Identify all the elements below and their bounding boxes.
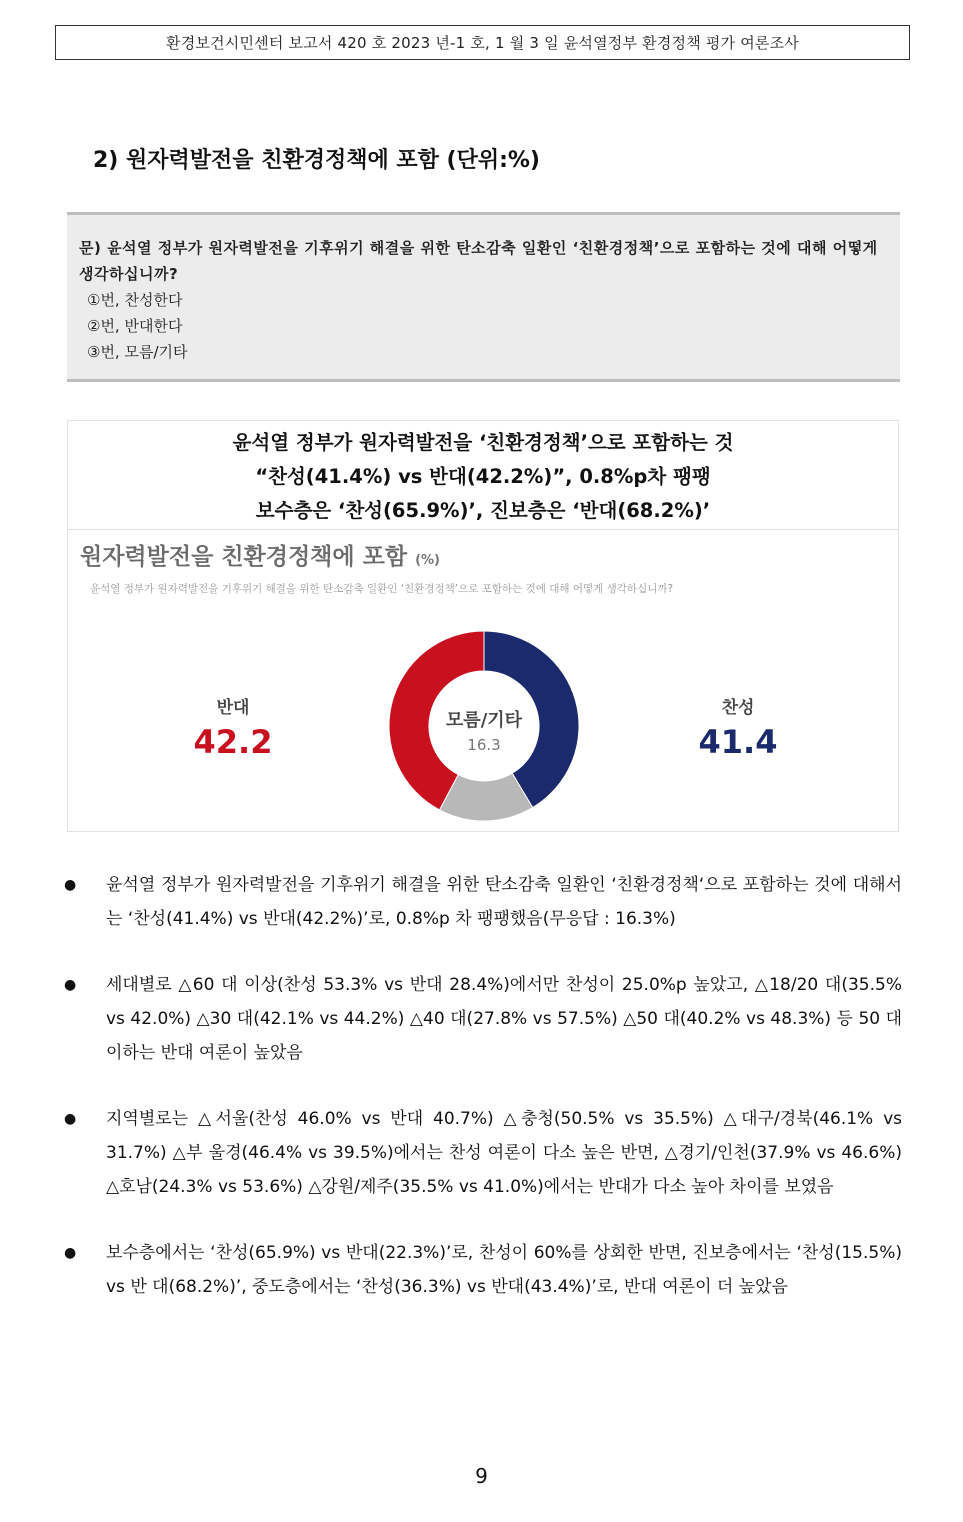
bullet-text: 세대별로 △60 대 이상(찬성 53.3% vs 반대 28.4%)에서만 찬성이 25.0%p 높았고, △18/20 대(35.5% vs 42.0%) △30 대(42.1% vs 44.2%) △40 대(27.8% vs 57.5%) △50 대(40.2% vs 48.3%) 등 50 대 이하는 반대 여론이 높았음 [106,975,902,1063]
bullet-dot: ● [64,877,77,893]
question-box [67,212,900,382]
figure-headline [68,421,898,528]
bullet-dot: ● [64,1245,77,1261]
question-text: 문) 윤석열 정부가 원자력발전을 기후위기 해결을 위한 탄소감축 일환인 ‘친환경정책’으로 포함하는 것에 대해 어떻게 생각하십니까? [79,239,878,283]
headline-line-1: 윤석열 정부가 원자력발전을 ‘친환경정책’으로 포함하는 것 [232,431,734,454]
support-value: 41.4 [698,723,778,761]
page-number: 9 [475,1464,488,1488]
bullet-list [60,868,902,1336]
section-title: 2) 원자력발전을 친환경정책에 포함 (단위:%) [93,148,540,173]
option-1: ①번, 찬성한다 [87,291,183,309]
bullet-item [60,868,902,936]
headline-line-3: 보수층은 ‘찬성(65.9%)’, 진보층은 ‘반대(68.2%)’ [255,499,711,522]
chart-title [80,538,440,571]
bullet-text: 윤석열 정부가 원자력발전을 기후위기 해결을 위한 탄소감축 일환인 ‘친환경정책‘으로 포함하는 것에 대해서 는 ‘찬성(41.4%) vs 반대(42.2%)’로, 0.8%p 차 팽팽했음(무응답 : 16.3%) [106,875,902,929]
support-label: 찬성 [721,698,755,718]
chart-unit: (%) [415,553,441,568]
oppose-value: 42.2 [193,723,273,761]
bullet-dot: ● [64,1111,77,1127]
bullet-dot: ● [64,977,77,993]
chart-question: 윤석열 정부가 원자력발전을 기후위기 해결을 위한 탄소감축 일환인 ‘친환경정책’으로 포함하는 것에 대해 어떻게 생각하십니까? [90,583,674,595]
option-2: ②번, 반대한다 [87,317,183,335]
survey-figure [67,420,899,832]
bullet-text: 보수층에서는 ‘찬성(65.9%) vs 반대(22.3%)’로, 찬성이 60%를 상회한 반면, 진보층에서는 ‘찬성(15.5%) vs 반 대(68.2%)’, 중도층에서는 ‘찬성(36.3%) vs 반대(43.4%)’로, 반대 여론이 더 높았음 [106,1243,902,1297]
center-label: 모름/기타 [445,710,523,731]
figure-divider [68,529,898,530]
option-3: ③번, 모름/기타 [87,343,188,361]
chart-title-text: 원자력발전을 친환경정책에 포함 [80,544,408,570]
bullet-item [60,1102,902,1204]
bullet-text: 지역별로는 △서울(찬성 46.0% vs 반대 40.7%) △충청(50.5% vs 35.5%) △대구/경북(46.1% vs 31.7%) △부 울경(46.4% vs 39.5%)에서는 찬성 여론이 다소 높은 반면, △경기/인천(37.9% vs 46.6%) △호남(24.3% vs 53.6%) △강원/제주(35.5% vs 41.0%)에서는 반대가 다소 높아 차이를 보였음 [106,1109,902,1197]
bullet-item [60,968,902,1070]
center-value: 16.3 [467,736,501,754]
report-header: 환경보건시민센터 보고서 420 호 2023 년-1 호, 1 월 3 일 윤석열정부 환경정책 평가 여론조사 [55,25,910,60]
headline-line-2: “찬성(41.4%) vs 반대(42.2%)”, 0.8%p차 팽팽 [255,465,711,488]
bullet-item [60,1236,902,1304]
oppose-label: 반대 [216,698,250,718]
